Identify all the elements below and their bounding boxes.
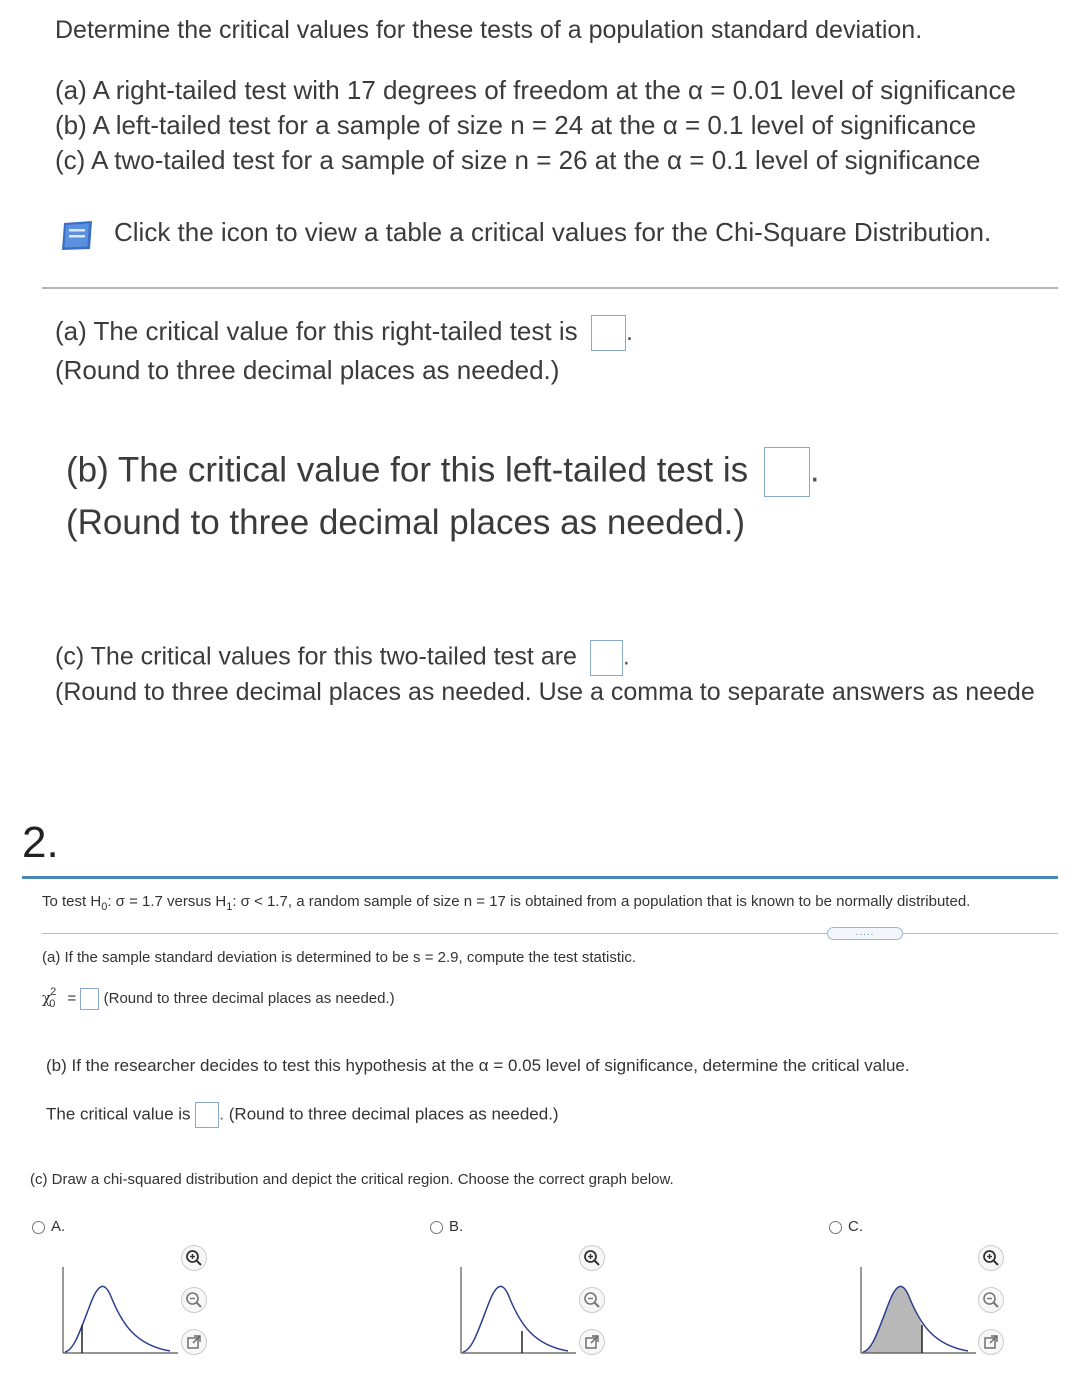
q1-round-b: (Round to three decimal places as needed.) xyxy=(66,503,746,542)
expand-button[interactable]: ..... xyxy=(827,927,903,940)
q2-chi-row: $\chi^2_0$ = (Round to three decimal places as needed.) xyxy=(42,986,395,1010)
zoom-out-icon[interactable] xyxy=(579,1287,605,1313)
zoom-in-icon[interactable] xyxy=(579,1245,605,1271)
option-b-radio[interactable] xyxy=(430,1221,443,1234)
q2-part-b: (b) If the researcher decides to test this hypothesis at the α = 0.05 level of significance, determine the critical value. xyxy=(46,1056,910,1075)
option-c-graph xyxy=(858,1265,978,1360)
q2-part-c: (c) Draw a chi-squared distribution and depict the critical region. Choose the correct graph below. xyxy=(30,1171,674,1188)
critical-value-input[interactable] xyxy=(195,1102,219,1128)
option-c-radio[interactable] xyxy=(829,1221,842,1234)
option-a-radio[interactable] xyxy=(32,1221,45,1234)
q1-answer-a-input[interactable] xyxy=(591,315,626,351)
q1-part-a: (a) A right-tailed test with 17 degrees of freedom at the α = 0.01 level of significance xyxy=(55,75,1016,105)
q1-answer-c-input[interactable] xyxy=(590,640,623,676)
accent-rule xyxy=(22,876,1058,879)
q1-intro: Determine the critical values for these tests of a population standard deviation. xyxy=(55,16,923,44)
q2-intro: To test $H_0$: σ = 1.7 versus $H_1$: σ < 1.7, a random sample of size n = 17 is obtained from a population that is known to be normally distributed. xyxy=(42,893,971,913)
q1-part-b: (b) A left-tailed test for a sample of size n = 24 at the α = 0.1 level of significance xyxy=(55,110,977,140)
option-c[interactable]: C. xyxy=(829,1218,863,1235)
q1-answer-b-input[interactable] xyxy=(764,447,810,497)
q1-answer-a: (a) The critical value for this right-tailed test is . xyxy=(55,315,633,351)
q1-answer-b: (b) The critical value for this left-tailed test is . xyxy=(66,447,820,497)
q2-divider xyxy=(42,933,1058,934)
q2-round-b: (Round to three decimal places as needed.) xyxy=(228,1104,559,1124)
open-new-window-icon[interactable] xyxy=(579,1329,605,1355)
q2-crit-row: The critical value is . (Round to three decimal places as needed.) xyxy=(46,1102,559,1128)
q2-round-a: (Round to three decimal places as needed.) xyxy=(103,990,395,1007)
chi-symbol: χ xyxy=(42,989,52,1007)
q1-round-c: (Round to three decimal places as needed. Use a comma to separate answers as neede xyxy=(55,678,1035,706)
test-statistic-input[interactable] xyxy=(80,988,99,1010)
option-b-graph xyxy=(458,1265,578,1360)
table-book-icon[interactable] xyxy=(58,219,98,252)
q1-answer-a-label: (a) The critical value for this right-tailed test is xyxy=(55,315,578,346)
question-number: 2. xyxy=(22,818,59,867)
zoom-in-icon[interactable] xyxy=(181,1245,207,1271)
q1-answer-c: (c) The critical values for this two-tailed test are . xyxy=(55,640,630,676)
q1-answer-b-label: (b) The critical value for this left-tailed test is xyxy=(66,450,749,490)
q1-part-c: (c) A two-tailed test for a sample of size n = 26 at the α = 0.1 level of significance xyxy=(55,145,981,175)
q1-round-a: (Round to three decimal places as needed.) xyxy=(55,355,560,385)
divider xyxy=(42,287,1058,289)
zoom-in-icon[interactable] xyxy=(978,1245,1004,1271)
table-link-text[interactable]: Click the icon to view a table a critical values for the Chi-Square Distribution. xyxy=(114,217,992,247)
q2-part-a: (a) If the sample standard deviation is determined to be s = 2.9, compute the test statistic. xyxy=(42,949,637,966)
option-a-graph xyxy=(60,1265,180,1360)
zoom-out-icon[interactable] xyxy=(978,1287,1004,1313)
option-b[interactable]: B. xyxy=(430,1218,463,1235)
option-a[interactable]: A. xyxy=(32,1218,65,1235)
open-new-window-icon[interactable] xyxy=(181,1329,207,1355)
zoom-out-icon[interactable] xyxy=(181,1287,207,1313)
open-new-window-icon[interactable] xyxy=(978,1329,1004,1355)
q1-answer-c-label: (c) The critical values for this two-tailed test are xyxy=(55,642,577,671)
